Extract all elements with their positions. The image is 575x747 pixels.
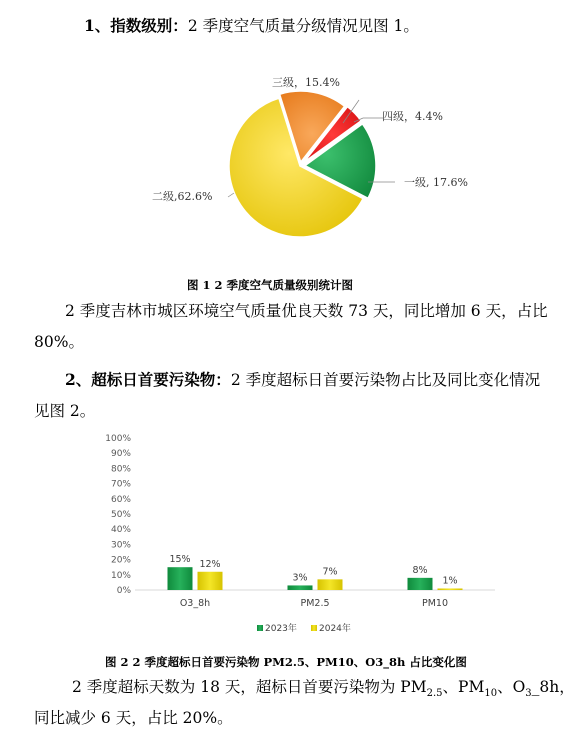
paragraph-1-line-1: 2 季度吉林市城区环境空气质量优良天数 73 天，同比增加 6 天，占比 <box>65 302 548 320</box>
paragraph-2-text-b: 、PM <box>442 678 485 696</box>
section-2-text: 2 季度超标日首要污染物占比及同比变化情况 <box>230 371 541 389</box>
bar-PM10-2023 <box>408 578 433 590</box>
x-category-label: PM10 <box>421 598 449 609</box>
bar-O38h-2023 <box>168 567 193 590</box>
pie-label-level-4: 四级，4.4% <box>382 110 443 123</box>
bar-PM25-2023 <box>288 585 313 590</box>
bar-data-label: 12% <box>199 558 221 570</box>
bar-chart <box>95 428 505 640</box>
paragraph-1-line-2: 80%。 <box>34 333 84 351</box>
pie-chart <box>130 64 490 264</box>
x-category-label: O3_8h <box>179 598 211 609</box>
x-category-label: PM2.5 <box>300 598 330 609</box>
legend-swatch-2024 <box>311 625 317 631</box>
y-tick-label: 80% <box>110 464 131 475</box>
pie-slices <box>229 91 376 237</box>
section-1-title: 指数级别： <box>110 16 188 35</box>
legend-label-2023: 2023年 <box>265 624 297 634</box>
paragraph-2-text-d: _8h， <box>531 678 575 696</box>
legend <box>257 622 351 634</box>
paragraph-2-text-a: 2 季度超标天数为 18 天，超标日首要污染物为 PM <box>72 678 427 696</box>
section-2-number: 2、 <box>65 370 92 389</box>
o3-subscript: 3 <box>525 688 532 700</box>
y-axis <box>105 434 131 596</box>
y-tick-label: 90% <box>110 449 131 460</box>
pm10-subscript: 10 <box>484 688 498 700</box>
y-tick-label: 10% <box>110 570 131 581</box>
bar-data-label: 15% <box>169 554 191 566</box>
bar-data-label: 7% <box>322 566 338 578</box>
y-tick-label: 60% <box>110 494 131 505</box>
section-2-text-line-2: 见图 2。 <box>34 402 96 420</box>
pie-label-level-3: 三级，15.4% <box>272 76 340 89</box>
section-2-title: 超标日首要污染物： <box>91 370 231 389</box>
legend-swatch-2023 <box>257 625 263 631</box>
y-tick-label: 30% <box>110 540 131 551</box>
paragraph-2-line-2: 同比减少 6 天，占比 20%。 <box>34 709 233 727</box>
y-tick-label: 20% <box>110 555 131 566</box>
bar-data-label: 1% <box>442 575 458 587</box>
label-leader-line <box>228 193 234 197</box>
bar-data-label: 8% <box>412 564 428 576</box>
y-tick-label: 50% <box>110 510 131 520</box>
bar-O38h-2024 <box>198 572 223 590</box>
legend-label-2024: 2024年 <box>319 624 351 634</box>
figure-2-caption: 图 2 2 季度超标日首要污染物 PM2.5、PM10、O3_8h 占比变化图 <box>105 655 467 669</box>
bar-PM25-2024 <box>318 579 343 590</box>
pm25-subscript: 2.5 <box>426 688 443 700</box>
section-1-text: 2 季度空气质量分级情况见图 1。 <box>187 17 419 35</box>
pie-label-level-2: 二级,62.6% <box>152 190 213 203</box>
y-tick-label: 100% <box>105 434 131 444</box>
section-2-heading <box>65 368 540 390</box>
y-tick-label: 70% <box>110 479 131 490</box>
pie-label-level-1: 一级, 17.6% <box>404 176 468 189</box>
y-tick-label: 0% <box>116 586 131 596</box>
paragraph-2-text-c: 、O <box>497 678 526 696</box>
figure-1-caption: 图 1 2 季度空气质量级别统计图 <box>187 278 354 292</box>
category-labels <box>180 598 448 609</box>
bar-PM10-2024 <box>438 588 463 590</box>
y-tick-label: 40% <box>110 525 131 536</box>
bar-data-label: 3% <box>292 572 308 584</box>
bars <box>168 554 463 590</box>
section-1-heading <box>84 14 419 36</box>
section-1-number: 1、 <box>84 16 111 35</box>
